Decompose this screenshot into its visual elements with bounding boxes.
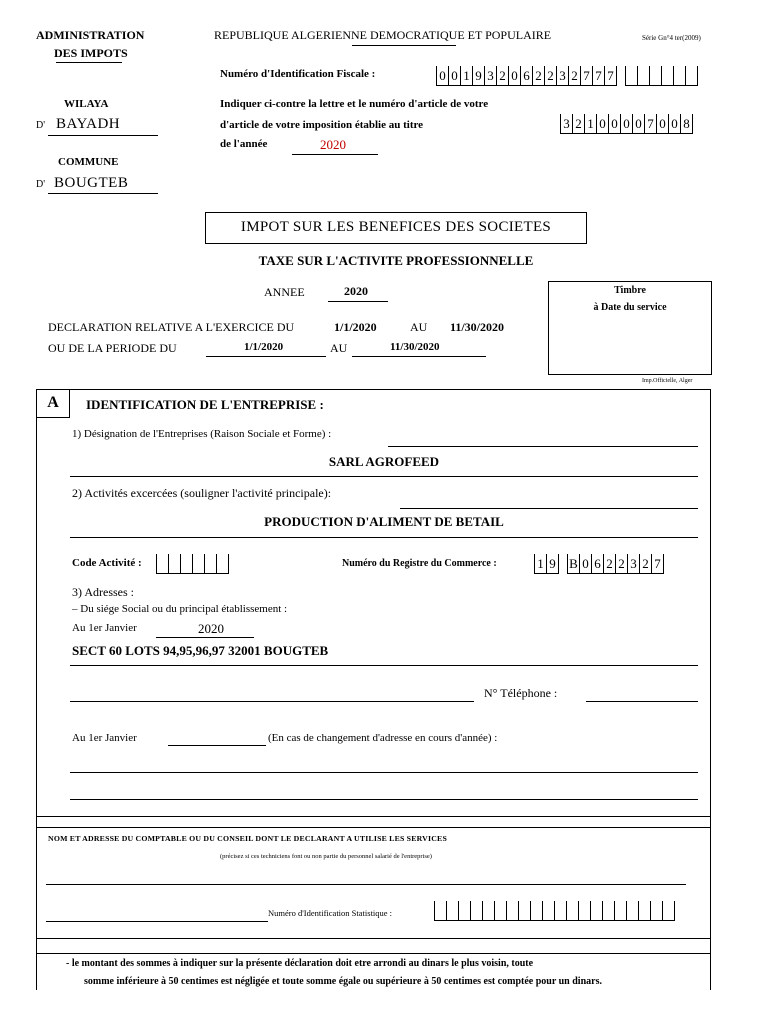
main-title: IMPOT SUR LES BENEFICES DES SOCIETES	[240, 219, 552, 235]
decl-to: 11/30/2020	[450, 320, 505, 334]
digit-box: 7	[651, 554, 664, 574]
digit-box: 6	[520, 66, 532, 86]
accountant-note: (précisez si ces techniciens font ou non partie du personnel salarié de l'entreprise)	[220, 853, 432, 860]
activity: PRODUCTION D'ALIMENT DE BETAIL	[264, 514, 504, 529]
digit-box: 0	[608, 114, 620, 134]
nif-label: Numéro d'Identification Fiscale :	[220, 68, 376, 80]
indicate-line1: Indiquer ci-contre la lettre et le numéro d'article de votre	[220, 98, 489, 110]
section-a-heading: IDENTIFICATION DE L'ENTREPRISE :	[86, 397, 324, 412]
digit-box: 1	[534, 554, 546, 574]
digit-box: 0	[668, 114, 680, 134]
digit-box	[590, 901, 602, 921]
decl-label: DECLARATION RELATIVE A L'EXERCICE DU	[48, 320, 295, 334]
serie-ref: Série Gn°4 ter(2009)	[642, 34, 701, 42]
rc-label: Numéro du Registre du Commerce :	[342, 558, 497, 569]
digit-box	[192, 554, 204, 574]
digit-box: 0	[632, 114, 644, 134]
digit-box	[204, 554, 216, 574]
nif-boxes	[436, 66, 698, 86]
address: SECT 60 LOTS 94,95,96,97 32001 BOUGTEB	[72, 643, 329, 658]
digit-box	[542, 901, 554, 921]
digit-box	[482, 901, 494, 921]
digit-box: 0	[596, 114, 608, 134]
admin-line2: DES IMPOTS	[54, 46, 128, 60]
digit-box: 7	[580, 66, 592, 86]
timbre-line2: à Date du service	[593, 302, 667, 313]
timbre-line1: Timbre	[614, 285, 646, 296]
indicate-line2: d'article de votre imposition établie au titre	[220, 119, 424, 131]
jan-label-2: Au 1er Janvier	[72, 732, 137, 744]
article-boxes	[560, 114, 693, 134]
digit-box: 0	[656, 114, 668, 134]
digit-box: B	[567, 554, 579, 574]
digit-box	[458, 901, 470, 921]
annee-label: ANNEE	[264, 285, 305, 299]
q3-label: 3) Adresses :	[72, 585, 134, 599]
commune-prefix: D'	[36, 179, 46, 190]
republic-title: REPUBLIQUE ALGERIENNE DEMOCRATIQUE ET POPULAIRE	[214, 28, 552, 42]
digit-box	[625, 66, 637, 86]
digit-box	[578, 901, 590, 921]
digit-box: 3	[484, 66, 496, 86]
digit-box	[602, 901, 614, 921]
periode-label: OU DE LA PERIODE DU	[48, 341, 177, 355]
digit-box: 2	[639, 554, 651, 574]
commune-label: COMMUNE	[58, 156, 119, 168]
digit-box	[518, 901, 530, 921]
digit-box: 8	[680, 114, 693, 134]
periode-to: 11/30/2020	[390, 341, 440, 353]
digit-box	[626, 901, 638, 921]
digit-box: 1	[460, 66, 472, 86]
digit-box: 2	[572, 114, 584, 134]
q1-label: 1) Désignation de l'Entreprises (Raison Sociale et Forme) :	[72, 428, 332, 440]
digit-box: 2	[544, 66, 556, 86]
digit-box	[554, 901, 566, 921]
digit-box	[638, 901, 650, 921]
digit-box	[530, 901, 542, 921]
section-a-letter: A	[47, 394, 59, 411]
digit-box: 0	[579, 554, 591, 574]
digit-box: 1	[584, 114, 596, 134]
code-activite-label: Code Activité :	[72, 557, 142, 569]
imp-officielle: Imp.Officielle, Alger	[642, 378, 693, 384]
digit-box: 0	[436, 66, 448, 86]
digit-box: 2	[496, 66, 508, 86]
digit-box: 7	[644, 114, 656, 134]
indicate-line3: de l'année	[220, 138, 268, 150]
digit-box	[614, 901, 626, 921]
digit-box	[180, 554, 192, 574]
footer-line2: somme inférieure à 50 centimes est négligée et toute somme égale ou supérieure à 50 centimes est comptée pour un dinars.	[84, 976, 602, 987]
periode-au: AU	[330, 341, 348, 355]
annee-value: 2020	[344, 284, 368, 298]
digit-box: 0	[620, 114, 632, 134]
footer-line1: - le montant des sommes à indiquer sur la présente déclaration doit etre arrondi au dinars le plus voisin, toute	[66, 958, 534, 969]
digit-box	[494, 901, 506, 921]
digit-box: 3	[556, 66, 568, 86]
digit-box	[650, 901, 662, 921]
digit-box	[446, 901, 458, 921]
digit-box: 7	[604, 66, 617, 86]
company-name: SARL AGROFEED	[328, 454, 440, 469]
digit-box: 9	[472, 66, 484, 86]
digit-box	[662, 901, 675, 921]
siege-label: – Du siége Social ou du principal établissement :	[72, 603, 288, 615]
wilaya-prefix: D'	[36, 120, 46, 131]
digit-box: 2	[568, 66, 580, 86]
digit-box	[661, 66, 673, 86]
periode-from: 1/1/2020	[244, 341, 284, 353]
accountant-heading: NOM ET ADRESSE DU COMPTABLE OU DU CONSEIL DONT LE DECLARANT A UTILISE LES SERVICES	[48, 834, 447, 843]
sub-title: TAXE SUR L'ACTIVITE PROFESSIONNELLE	[258, 253, 534, 268]
telephone-label: N° Téléphone :	[484, 686, 558, 700]
admin-line1: ADMINISTRATION	[36, 28, 145, 42]
digit-box	[673, 66, 685, 86]
digit-box	[685, 66, 698, 86]
decl-au: AU	[410, 320, 428, 334]
digit-box: 0	[508, 66, 520, 86]
digit-box: 3	[627, 554, 639, 574]
digit-box	[637, 66, 649, 86]
nis-label: Numéro d'Identification Statistique :	[268, 908, 393, 918]
jan-label: Au 1er Janvier	[72, 622, 137, 634]
indicate-year: 2020	[320, 137, 346, 152]
digit-box: 2	[615, 554, 627, 574]
wilaya-value: BAYADH	[56, 116, 121, 132]
digit-box	[168, 554, 180, 574]
commune-value: BOUGTEB	[54, 175, 129, 191]
digit-box: 3	[560, 114, 572, 134]
digit-box	[156, 554, 168, 574]
digit-box	[434, 901, 446, 921]
digit-box	[506, 901, 518, 921]
code-activite-boxes	[156, 554, 229, 574]
digit-box	[470, 901, 482, 921]
digit-box: 9	[546, 554, 559, 574]
digit-box	[216, 554, 229, 574]
jan-year: 2020	[198, 621, 224, 636]
rc-boxes	[534, 554, 664, 574]
q2-label: 2) Activités excercées (souligner l'activité principale):	[72, 486, 332, 500]
digit-box	[566, 901, 578, 921]
digit-box: 6	[591, 554, 603, 574]
digit-box: 0	[448, 66, 460, 86]
decl-from: 1/1/2020	[334, 320, 377, 334]
digit-box: 2	[603, 554, 615, 574]
digit-box: 2	[532, 66, 544, 86]
nis-boxes	[434, 901, 675, 921]
wilaya-label: WILAYA	[64, 98, 109, 110]
digit-box	[649, 66, 661, 86]
change-note: (En cas de changement d'adresse en cours d'année) :	[268, 732, 498, 744]
digit-box: 7	[592, 66, 604, 86]
